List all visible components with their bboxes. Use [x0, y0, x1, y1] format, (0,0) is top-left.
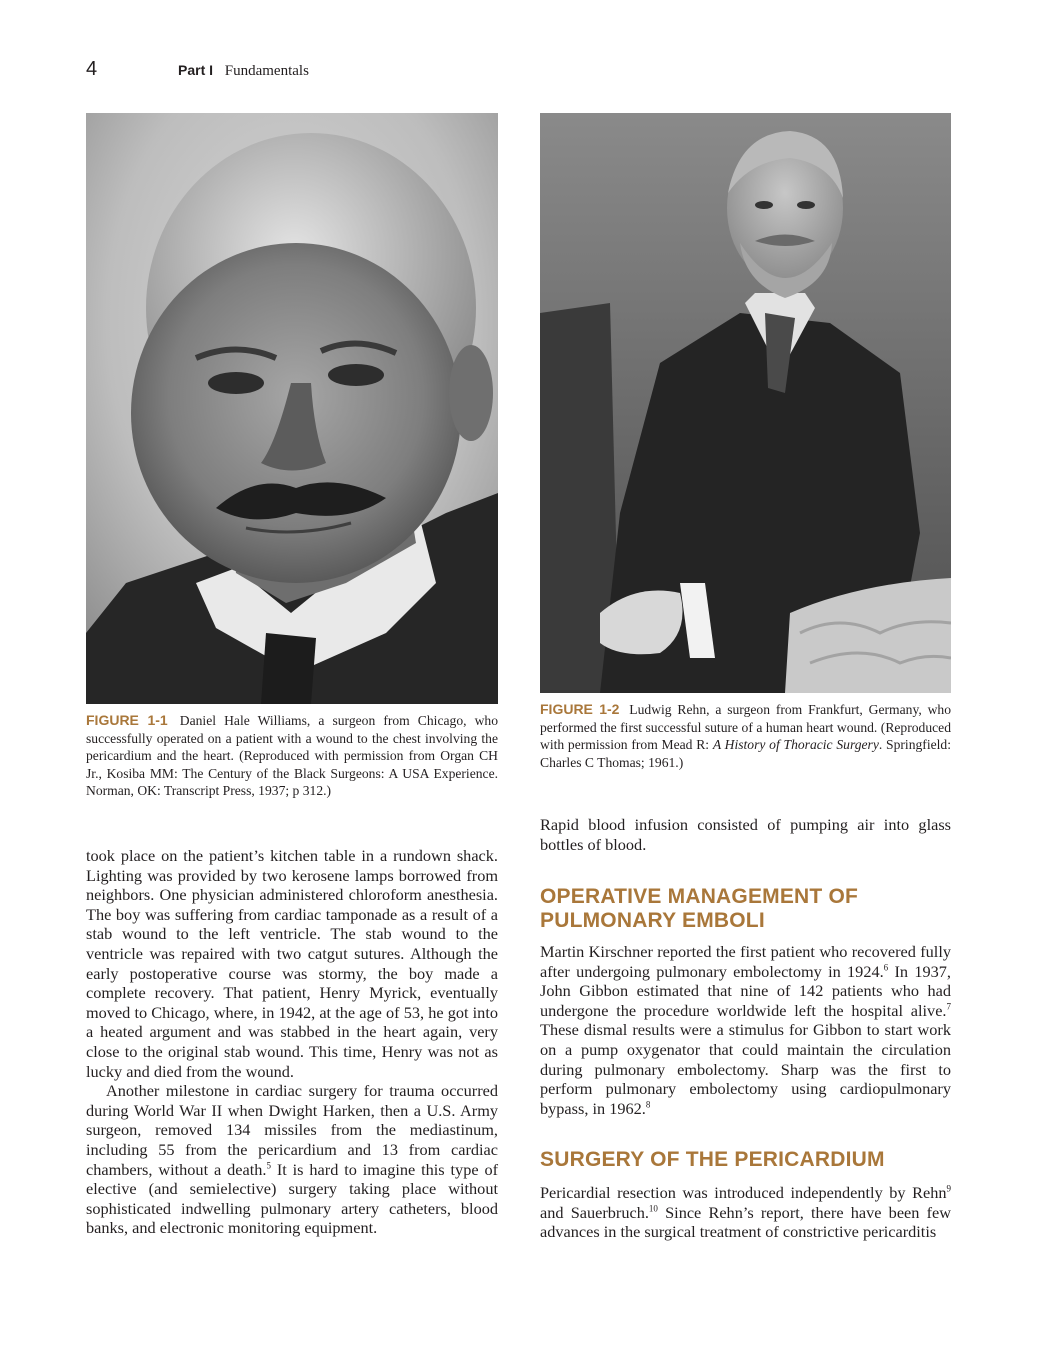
portrait-daniel-hale-williams — [86, 113, 498, 704]
body-text: These dismal results were a stimulus for Gibbon to start work on a pump oxygenator that could maintain the circulation during pulmonary embolectomy. Sharp was the first to perform pulmonary embolectomy using cardiopulmonary bypass, in 1962. — [540, 1020, 951, 1118]
left-body-column — [86, 846, 498, 1238]
section-heading-pericardium: SURGERY OF THE PERICARDIUM — [540, 1148, 885, 1171]
body-paragraph — [540, 942, 951, 1118]
body-paragraph: took place on the patient’s kitchen table in a rundown shack. Lighting was provided by two kerosene lamps borrowed from neighbors. One physician administered chloroform anesthesia. The boy was suffering from cardiac tamponade as a result of a stab wound to the left ventricle. The stab wound to the ventricle was repaired with two catgut sutures. Although the early postoperative course was stormy, the boy made a complete recovery. That patient, Henry Myrick, eventually moved to Chicago, where, in 1942, at the age of 53, he got into a heated argument and was stabbed in the heart again, very close to the original stab wound. This time, Henry was not as lucky and died from the wound. — [86, 846, 498, 1081]
reference-marker: 8 — [645, 1099, 651, 1110]
body-paragraph: Rapid blood infusion consisted of pumping air into glass bottles of blood. — [540, 815, 951, 854]
figure-1-2-photo — [540, 113, 951, 693]
section-heading-pulmonary-emboli — [540, 885, 960, 933]
right-body-continuation — [540, 815, 951, 854]
figure-1-2-label: FIGURE 1-2 — [540, 701, 620, 717]
body-paragraph — [86, 1081, 498, 1238]
body-text: and Sauerbruch. — [540, 1202, 649, 1222]
reference-marker: 7 — [946, 1001, 951, 1012]
reference-marker: 10 — [648, 1203, 658, 1214]
portrait-ludwig-rehn — [540, 113, 951, 693]
page-header — [86, 58, 966, 84]
body-text: Another milestone in cardiac surgery for trauma occurred during World War II when Dwight Harken, then a U.S. Army surgeon, removed 134 missiles from the mediastinum, including 55 from the pericardium and 13 from cardiac chambers, without a death. — [86, 1081, 498, 1179]
body-paragraph — [540, 1183, 951, 1242]
body-text: Martin Kirschner reported the first patient who recovered fully after undergoing pulmonary embolectomy in 1924. — [540, 942, 951, 981]
running-head-section: Fundamentals — [224, 63, 309, 79]
reference-marker: 5 — [266, 1160, 271, 1171]
figure-1-1-caption-text: Daniel Hale Williams, a surgeon from Chicago, who successfully operated on a patient with a wound to the chest involving the pericardium and the heart. (Reproduced with permission from Organ CH Jr., Kosiba MM: The Century of the Black Surgeons: A USA Experience. Norman, OK: Transcript Press, 1937; p 312.) — [86, 713, 498, 798]
pulmonary-emboli-body — [540, 942, 951, 1118]
figure-1-1-caption — [86, 712, 498, 800]
reference-marker: 6 — [883, 962, 889, 973]
heading-line: PULMONARY EMBOLI — [540, 909, 765, 932]
body-text: It is hard to imagine this type of elective (and semielective) surgery taking place without sophisticated indwelling pulmonary artery catheters, blood banks, and electronic monitoring equipment. — [86, 1159, 499, 1238]
figure-1-2-caption-text-b: . Springfield: Charles C Thomas; 1961.) — [540, 737, 951, 770]
body-text: In 1937, John Gibbon estimated that nine of 142 patients who had undergone the procedure worldwide left the hospital alive. — [540, 961, 951, 1020]
reference-marker: 9 — [946, 1183, 951, 1194]
figure-1-2-caption-text-a: Ludwig Rehn, a surgeon from Frankfurt, Germany, who performed the first successful suture of a human heart wound. (Reproduced with permission from Mead R: — [540, 702, 951, 752]
running-head — [178, 62, 309, 80]
body-text: Since Rehn’s report, there have been few advances in the surgical treatment of constrictive pericarditis — [540, 1202, 952, 1242]
page-number: 4 — [86, 58, 98, 80]
figure-1-2-caption — [540, 701, 951, 771]
figure-1-1-label: FIGURE 1-1 — [86, 712, 168, 728]
pericardium-body — [540, 1183, 951, 1242]
heading-line: OPERATIVE MANAGEMENT OF — [540, 885, 859, 908]
running-head-part: Part I — [178, 62, 214, 78]
figure-1-2-caption-book-title: A History of Thoracic Surgery — [712, 737, 879, 752]
body-text: Pericardial resection was introduced independently by Rehn — [540, 1183, 947, 1202]
figure-1-1-photo — [86, 113, 498, 704]
